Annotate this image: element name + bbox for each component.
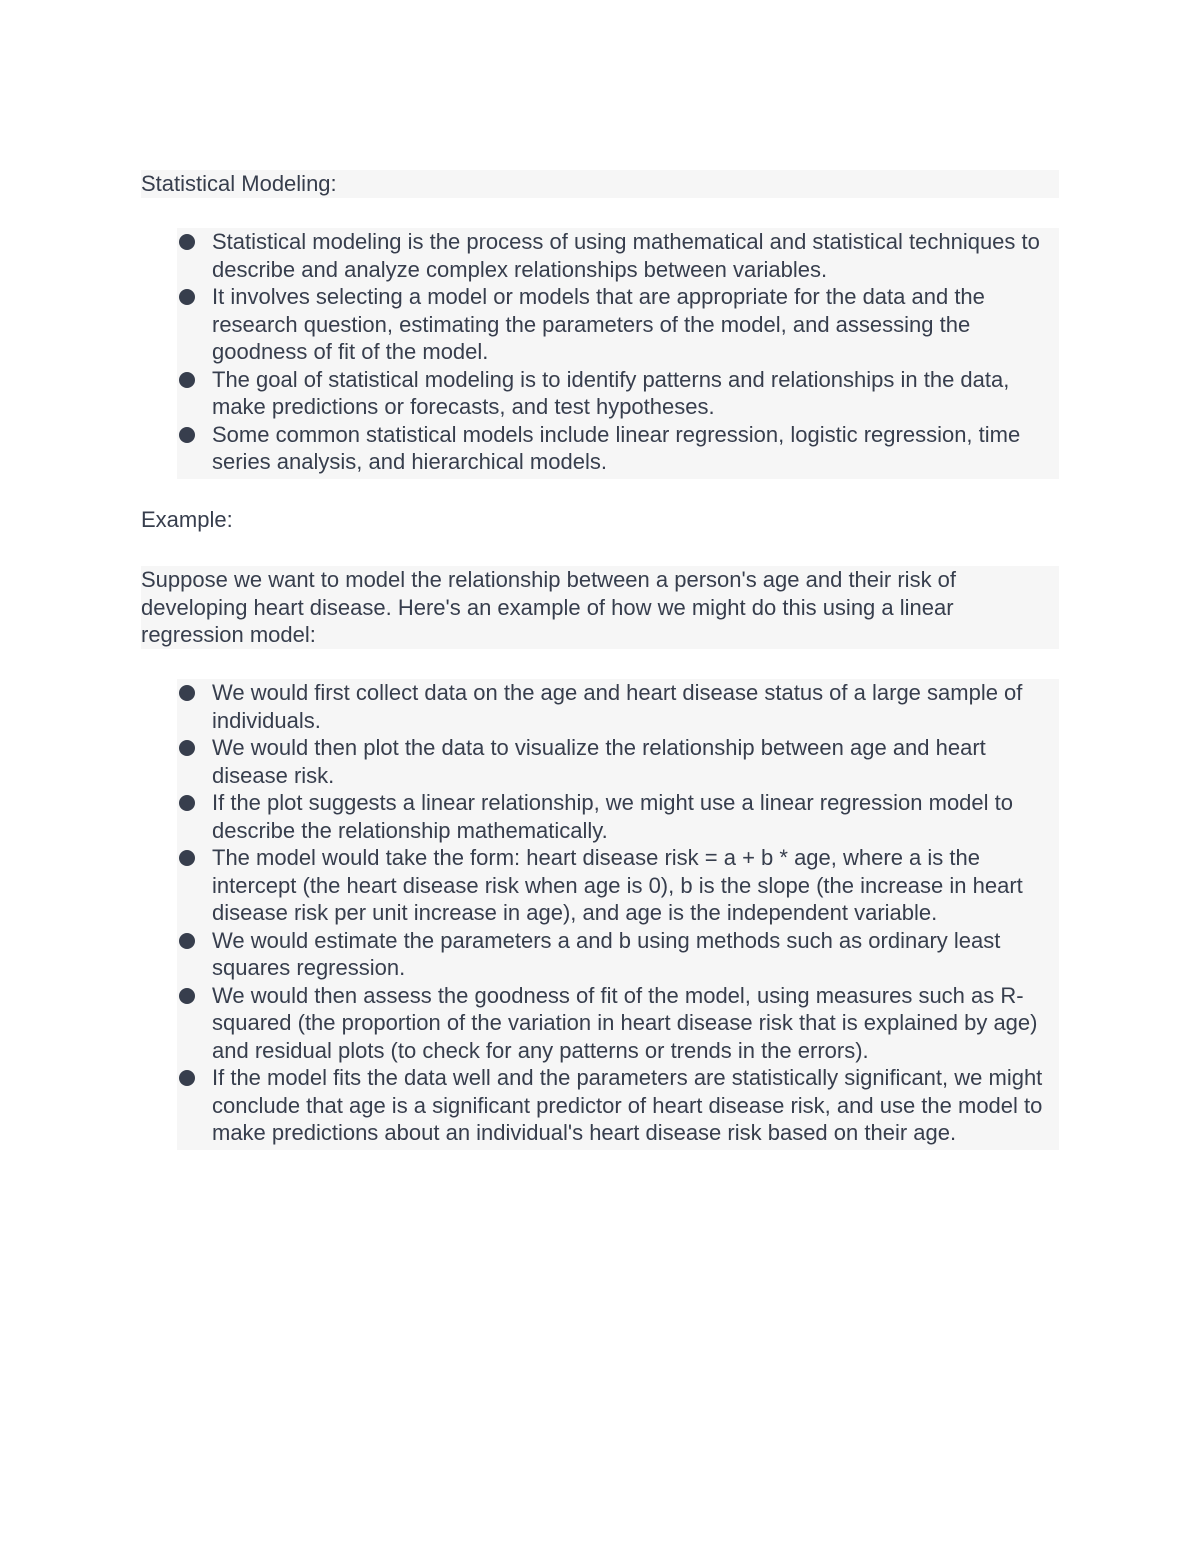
example-steps-list <box>177 679 1059 1150</box>
bullet-icon <box>179 795 195 811</box>
bullet-icon <box>179 234 195 250</box>
list-item <box>177 927 1059 982</box>
bullet-icon <box>179 850 195 866</box>
section-heading-example: Example: <box>141 507 233 532</box>
list-item <box>177 228 1059 283</box>
section-heading-statistical-modeling: Statistical Modeling: <box>141 170 1059 198</box>
list-item <box>177 1064 1059 1147</box>
list-item <box>177 679 1059 734</box>
list-item-text: We would then plot the data to visualize the relationship between age and heart disease risk. <box>212 735 986 788</box>
list-item-text: We would estimate the parameters a and b using methods such as ordinary least squares regression. <box>212 927 1001 980</box>
list-item <box>177 421 1059 476</box>
list-item <box>177 283 1059 366</box>
bullet-icon <box>179 740 195 756</box>
list-item <box>177 844 1059 927</box>
list-item-text: The goal of statistical modeling is to identify patterns and relationships in the data, make predictions or forecasts, and test hypotheses. <box>212 366 1010 419</box>
bullet-icon <box>179 427 195 443</box>
list-item-text: It involves selecting a model or models that are appropriate for the data and the research question, estimating the parameters of the model, and assessing the goodness of fit of the model. <box>212 284 985 364</box>
list-item-text: We would then assess the goodness of fit of the model, using measures such as R-squared (the proportion of the variation in heart disease risk that is explained by age) and residual plots (to check for any patterns or trends in the errors). <box>212 982 1038 1063</box>
list-item <box>177 366 1059 421</box>
bullet-icon <box>179 1070 195 1086</box>
list-item-text: If the plot suggests a linear relationship, we might use a linear regression model to describe the relationship mathematically. <box>212 790 1013 843</box>
statistical-modeling-list <box>177 228 1059 479</box>
bullet-icon <box>179 289 195 305</box>
list-item-text: We would first collect data on the age and heart disease status of a large sample of individuals. <box>212 680 1023 733</box>
list-item <box>177 789 1059 844</box>
bullet-icon <box>179 988 195 1004</box>
example-intro-paragraph: Suppose we want to model the relationship between a person's age and their risk of developing heart disease. Here's an example of how we might do this using a linear regression model: <box>141 566 1059 649</box>
bullet-icon <box>179 933 195 949</box>
list-item <box>177 734 1059 789</box>
list-item-text: If the model fits the data well and the parameters are statistically significant, we might conclude that age is a significant predictor of heart disease risk, and use the model to make predictions about an individual's heart disease risk based on their age. <box>212 1065 1043 1145</box>
list-item <box>177 982 1059 1065</box>
list-item-text: The model would take the form: heart disease risk = a + b * age, where a is the intercept (the heart disease risk when age is 0), b is the slope (the increase in heart disease risk per unit increase in age), and age is the independent variable. <box>212 845 1023 925</box>
bullet-icon <box>179 372 195 388</box>
list-item-text: Some common statistical models include linear regression, logistic regression, time series analysis, and hierarchical models. <box>212 421 1021 474</box>
list-item-text: Statistical modeling is the process of using mathematical and statistical techniques to describe and analyze complex relationships between variables. <box>212 229 1040 282</box>
bullet-icon <box>179 685 195 701</box>
